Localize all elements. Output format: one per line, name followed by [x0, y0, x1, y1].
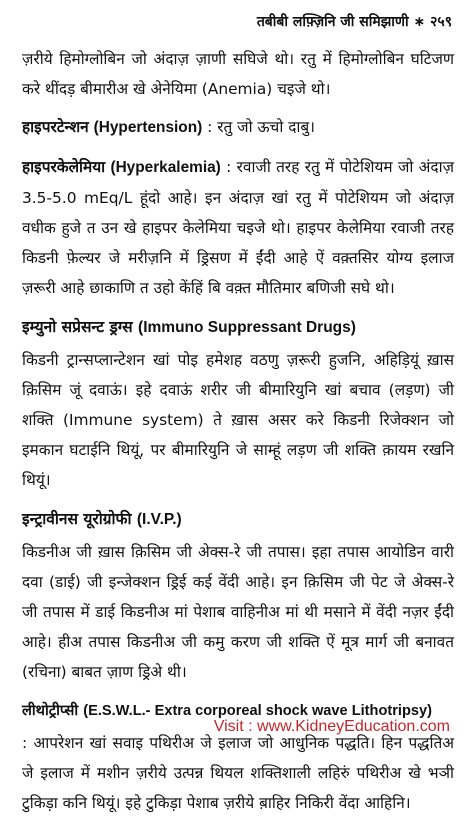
ivp-heading: इन्ट्रावीनस यूरोग्रोफी — [22, 509, 132, 528]
hypertension-entry — [22, 112, 454, 143]
hypertension-heading-en: (Hypertension) — [93, 119, 203, 137]
hyperkalemia-definition: : रवाजी तरह रतु में पोटेशियम जो अंदाज़ 3.5-5.0 mEq/L हूंदो आहे। इन अंदाज़ खां रतु में पोटेशियम जो अंदाज़ वधीक हुजे त उन खे हाइपर केलेमिया चइजे थो। हाइपर केलेमिया रवाजी तरह किडनी फ़ेल्यर जे मरीज़नि में ड्रिसण में ईंदी आहे ऐं वक़्तसिर योग्य इलाज ज़रूरी आहे छाकाणि त उहो केंहिं बि वक़्त मौतिमार बणिजी सघे थो। — [22, 157, 454, 298]
eswl-heading-en: (E.S.W.L.- Extra corporeal shock wave Lithotripsy) — [83, 702, 432, 719]
hyperkalemia-entry — [22, 152, 454, 304]
page-content — [22, 44, 454, 826]
website-footer: Visit : www.KidneyEducation.com — [213, 718, 450, 735]
hyperkalemia-heading: हाइपरकेलेमिया — [22, 157, 106, 176]
hyperkalemia-heading-en: (Hyperkalemia) — [110, 158, 221, 176]
immuno-heading-en: (Immuno Suppressant Drugs) — [138, 318, 356, 336]
ivp-heading-row — [22, 504, 454, 535]
anemia-paragraph: ज़रीये हिमोग्लोबिन जो अंदाज़ ज़ाणी सघिजे थो। रतु में हिमोग्लोबिन घटिजण करे थींदड़ बीमारीअ खे अेनेयिमा (Anemia) चइजे थो। — [22, 50, 454, 99]
ivp-paragraph: किडनीअ जी ख़ास क़िसिम जी अेक्स-रे जी तपास। इहा तपास आयोडिन वारी दवा (डाई) जी इन्जेक्शन ड्रिई कई वेंदी आहे। इन क़िसिम जी पेट जे अेक्स-रे जी तपास में डाई किडनीअ मां पेशाब वाहिनीअ मां थी मसाने में वेंदी नज़र ईंदी आहे। हीअ तपास किडनीअ जी कमु करण जी शक्ति ऐं मूत्र मार्ग जी बनावत (रचिना) बाबत ज़ाण ड्रिअे थी। — [22, 542, 454, 682]
page-header: तबीबी लफ़्ज़िनि जी समिझाणी ∗ २५९ — [256, 14, 452, 30]
eswl-paragraph: : आपरेशन खां सवाइ पथिरीअ जे इलाज जो आधुनिक पद्धति। हिन पद्धतिअ जे इलाज में मशीन ज़रीये उत्पन्न थियल शक्तिशाली लहिरुं पथिरीअ खे भञी टुकिड़ा कनि थियूं। इहे टुकिड़ा पेशाब ज़रीये ब़ाहिर निकिरी वेंदा आहिनि। — [22, 733, 454, 813]
immuno-heading: इम्युनो सप्रेसन्ट ड्रग्स — [22, 317, 133, 336]
ivp-heading-en: (I.V.P.) — [136, 510, 182, 528]
hypertension-definition: : रतु जो ऊचो दाबु। — [207, 118, 315, 137]
eswl-heading: लीथोट्रीप्सी — [22, 701, 79, 719]
hypertension-heading: हाइपरटेन्शन — [22, 118, 89, 137]
immuno-heading-row — [22, 312, 454, 343]
immuno-paragraph: किडनी ट्रान्सप्लान्टेशन खां पोइ हमेशह वठणु ज़रूरी हुजनि, अहिड़ियूं ख़ास क़िसिम जूं दवाऊं। इहे दवाऊं शरीर जी बीमारियुनि खां बचाव (लड़ण) जी शक्ति (Immune system) ते ख़ास असर करे किडनी रिजेक्शन जो इमकान घटाईनि थियूं, पर बीमारियुनि जे साम्हूं लड़ण जी शक्ति क़ायम रखनि थियूं। — [22, 350, 454, 490]
